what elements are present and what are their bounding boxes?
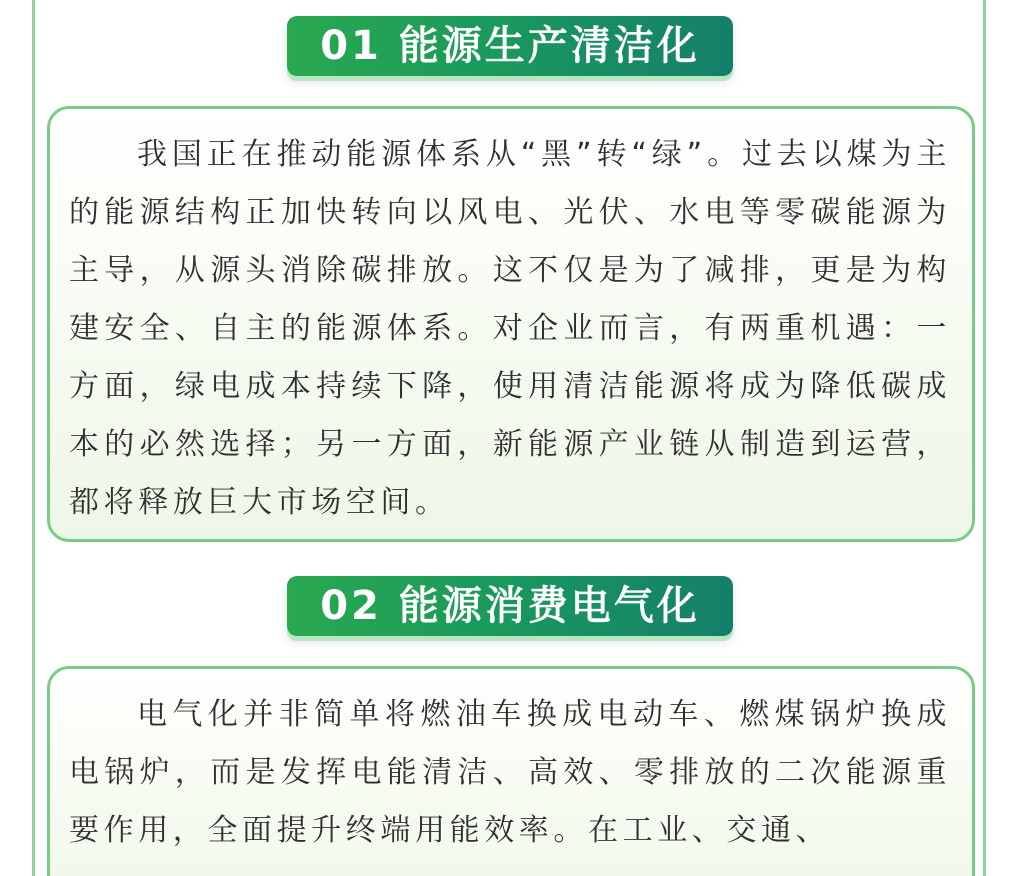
section-title-energy-consumption: 02 能源消费电气化 [287,576,733,636]
section-card-energy-production [47,106,975,542]
section-body-energy-consumption: 电气化并非简单将燃油车换成电动车、燃煤锅炉换成电锅炉，而是发挥电能清洁、高效、零排放的二次能源重要作用，全面提升终端用能效率。在工业、交通、 [69,697,951,848]
section-body-energy-production: 我国正在推动能源体系从“黑”转“绿”。过去以煤为主的能源结构正加快转向以风电、光伏、水电等零碳能源为主导，从源头消除碳排放。这不仅是为了减排，更是为构建安全、自主的能源体系。对企业而言，有两重机遇：一方面，绿电成本持续下降，使用清洁能源将成为降低碳成本的必然选择；另一方面，新能源产业链从制造到运营，都将释放巨大市场空间。 [69,137,951,520]
section-card-energy-consumption [47,666,975,876]
section-title-energy-production: 01 能源生产清洁化 [287,16,733,76]
